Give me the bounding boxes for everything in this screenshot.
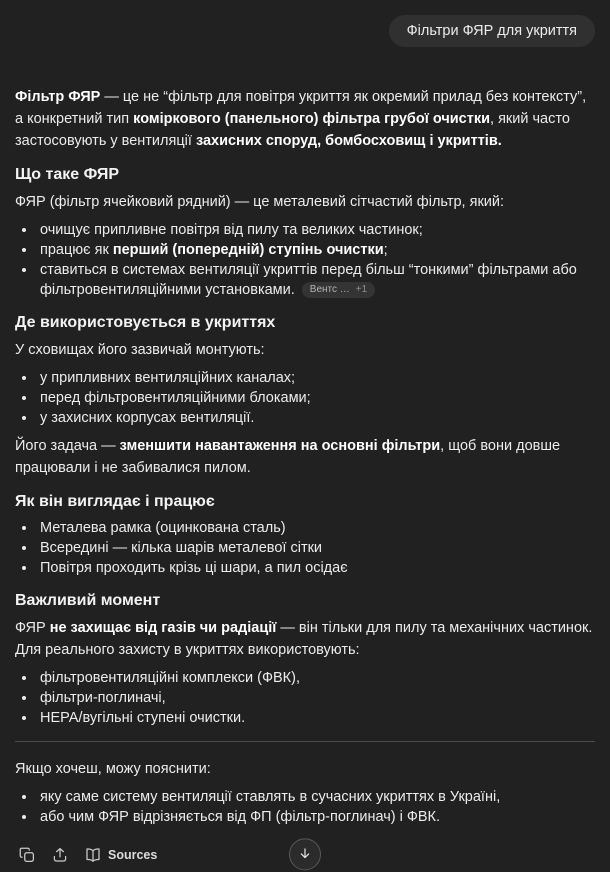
important-warning: ФЯР не захищає від газів чи радіації — він тільки для пилу та механічних частинок. Для реального захисту в укриттях використовують:	[15, 620, 593, 658]
list-item: • перед фільтровентиляційними блоками;	[37, 388, 595, 408]
assistant-message	[15, 86, 595, 827]
section-heading-important: Важливий момент	[15, 592, 161, 609]
sources-button[interactable]	[81, 843, 160, 867]
user-message-text: Фільтри ФЯР для укриття	[406, 23, 577, 39]
what-is-list	[15, 220, 595, 300]
list-item: • працює як перший (попередній) ступінь очистки;	[37, 240, 595, 260]
followup-lead: Якщо хочеш, можу пояснити:	[15, 761, 211, 777]
section-heading-what-is: Що таке ФЯР	[15, 166, 120, 183]
share-button[interactable]	[48, 843, 72, 867]
list-item: • або чим ФЯР відрізняється від ФП (фільтр-поглинач) і ФВК.	[37, 807, 595, 827]
message-action-bar	[15, 838, 595, 872]
list-item: • HEPA/вугільні ступені очистки.	[37, 708, 595, 728]
copy-icon	[18, 846, 36, 864]
sources-label: Sources	[108, 848, 158, 862]
book-open-icon	[84, 846, 102, 864]
where-used-note: Його задача — зменшити навантаження на основні фільтри, щоб вони довше працювали і не забивалися пилом.	[15, 438, 561, 476]
intro-paragraph: Фільтр ФЯР — це не “фільтр для повітря укриття як окремий прилад без контексту”, а конкретний тип коміркового (панельного) фільтра грубої очистки, який часто застосовують у вентиляції захисних споруд, бомбосховищ і укриттів.	[15, 89, 587, 149]
share-icon	[51, 846, 69, 864]
intro-term: Фільтр ФЯР	[15, 89, 101, 105]
where-used-lead: У сховищах його зазвичай монтують:	[15, 342, 265, 358]
list-item: • очищує припливне повітря від пилу та великих частинок;	[37, 220, 595, 240]
list-item: • яку саме систему вентиляції ставлять в сучасних укриттях в Україні,	[37, 787, 595, 807]
list-item: • у припливних вентиляційних каналах;	[37, 368, 595, 388]
scroll-to-bottom-button[interactable]	[289, 838, 321, 870]
section-heading-how-it-looks: Як він виглядає і працює	[15, 493, 215, 510]
list-item: • ставиться в системах вентиляції укриттів перед більш “тонкими” фільтрами або фільтровентиляційними установками. Вентс … +1	[37, 260, 595, 300]
list-item: • Металева рамка (оцинкована сталь)	[37, 518, 595, 538]
where-used-list	[15, 368, 595, 428]
list-item: • у захисних корпусах вентиляції.	[37, 408, 595, 428]
important-list	[15, 668, 595, 728]
followup-list	[15, 787, 595, 827]
citation-pill[interactable]	[302, 282, 375, 298]
how-it-looks-list	[15, 518, 595, 578]
what-is-lead: ФЯР (фільтр ячейковий рядний) — це металевий сітчастий фільтр, який:	[15, 194, 505, 210]
copy-button[interactable]	[15, 843, 39, 867]
list-item: • фільтровентиляційні комплекси (ФВК),	[37, 668, 595, 688]
arrow-down-icon	[297, 845, 313, 864]
user-message-bubble	[389, 15, 595, 47]
list-item: • фільтри-поглиначі,	[37, 688, 595, 708]
section-heading-where-used: Де використовується в укриттях	[15, 314, 276, 331]
citation-count: +1	[355, 284, 368, 295]
list-item: • Повітря проходить крізь ці шари, а пил осідає	[37, 558, 595, 578]
user-message-row	[15, 0, 595, 47]
section-divider	[15, 741, 595, 742]
citation-source: Вентс …	[309, 284, 350, 295]
list-item: • Всередині — кілька шарів металевої сітки	[37, 538, 595, 558]
